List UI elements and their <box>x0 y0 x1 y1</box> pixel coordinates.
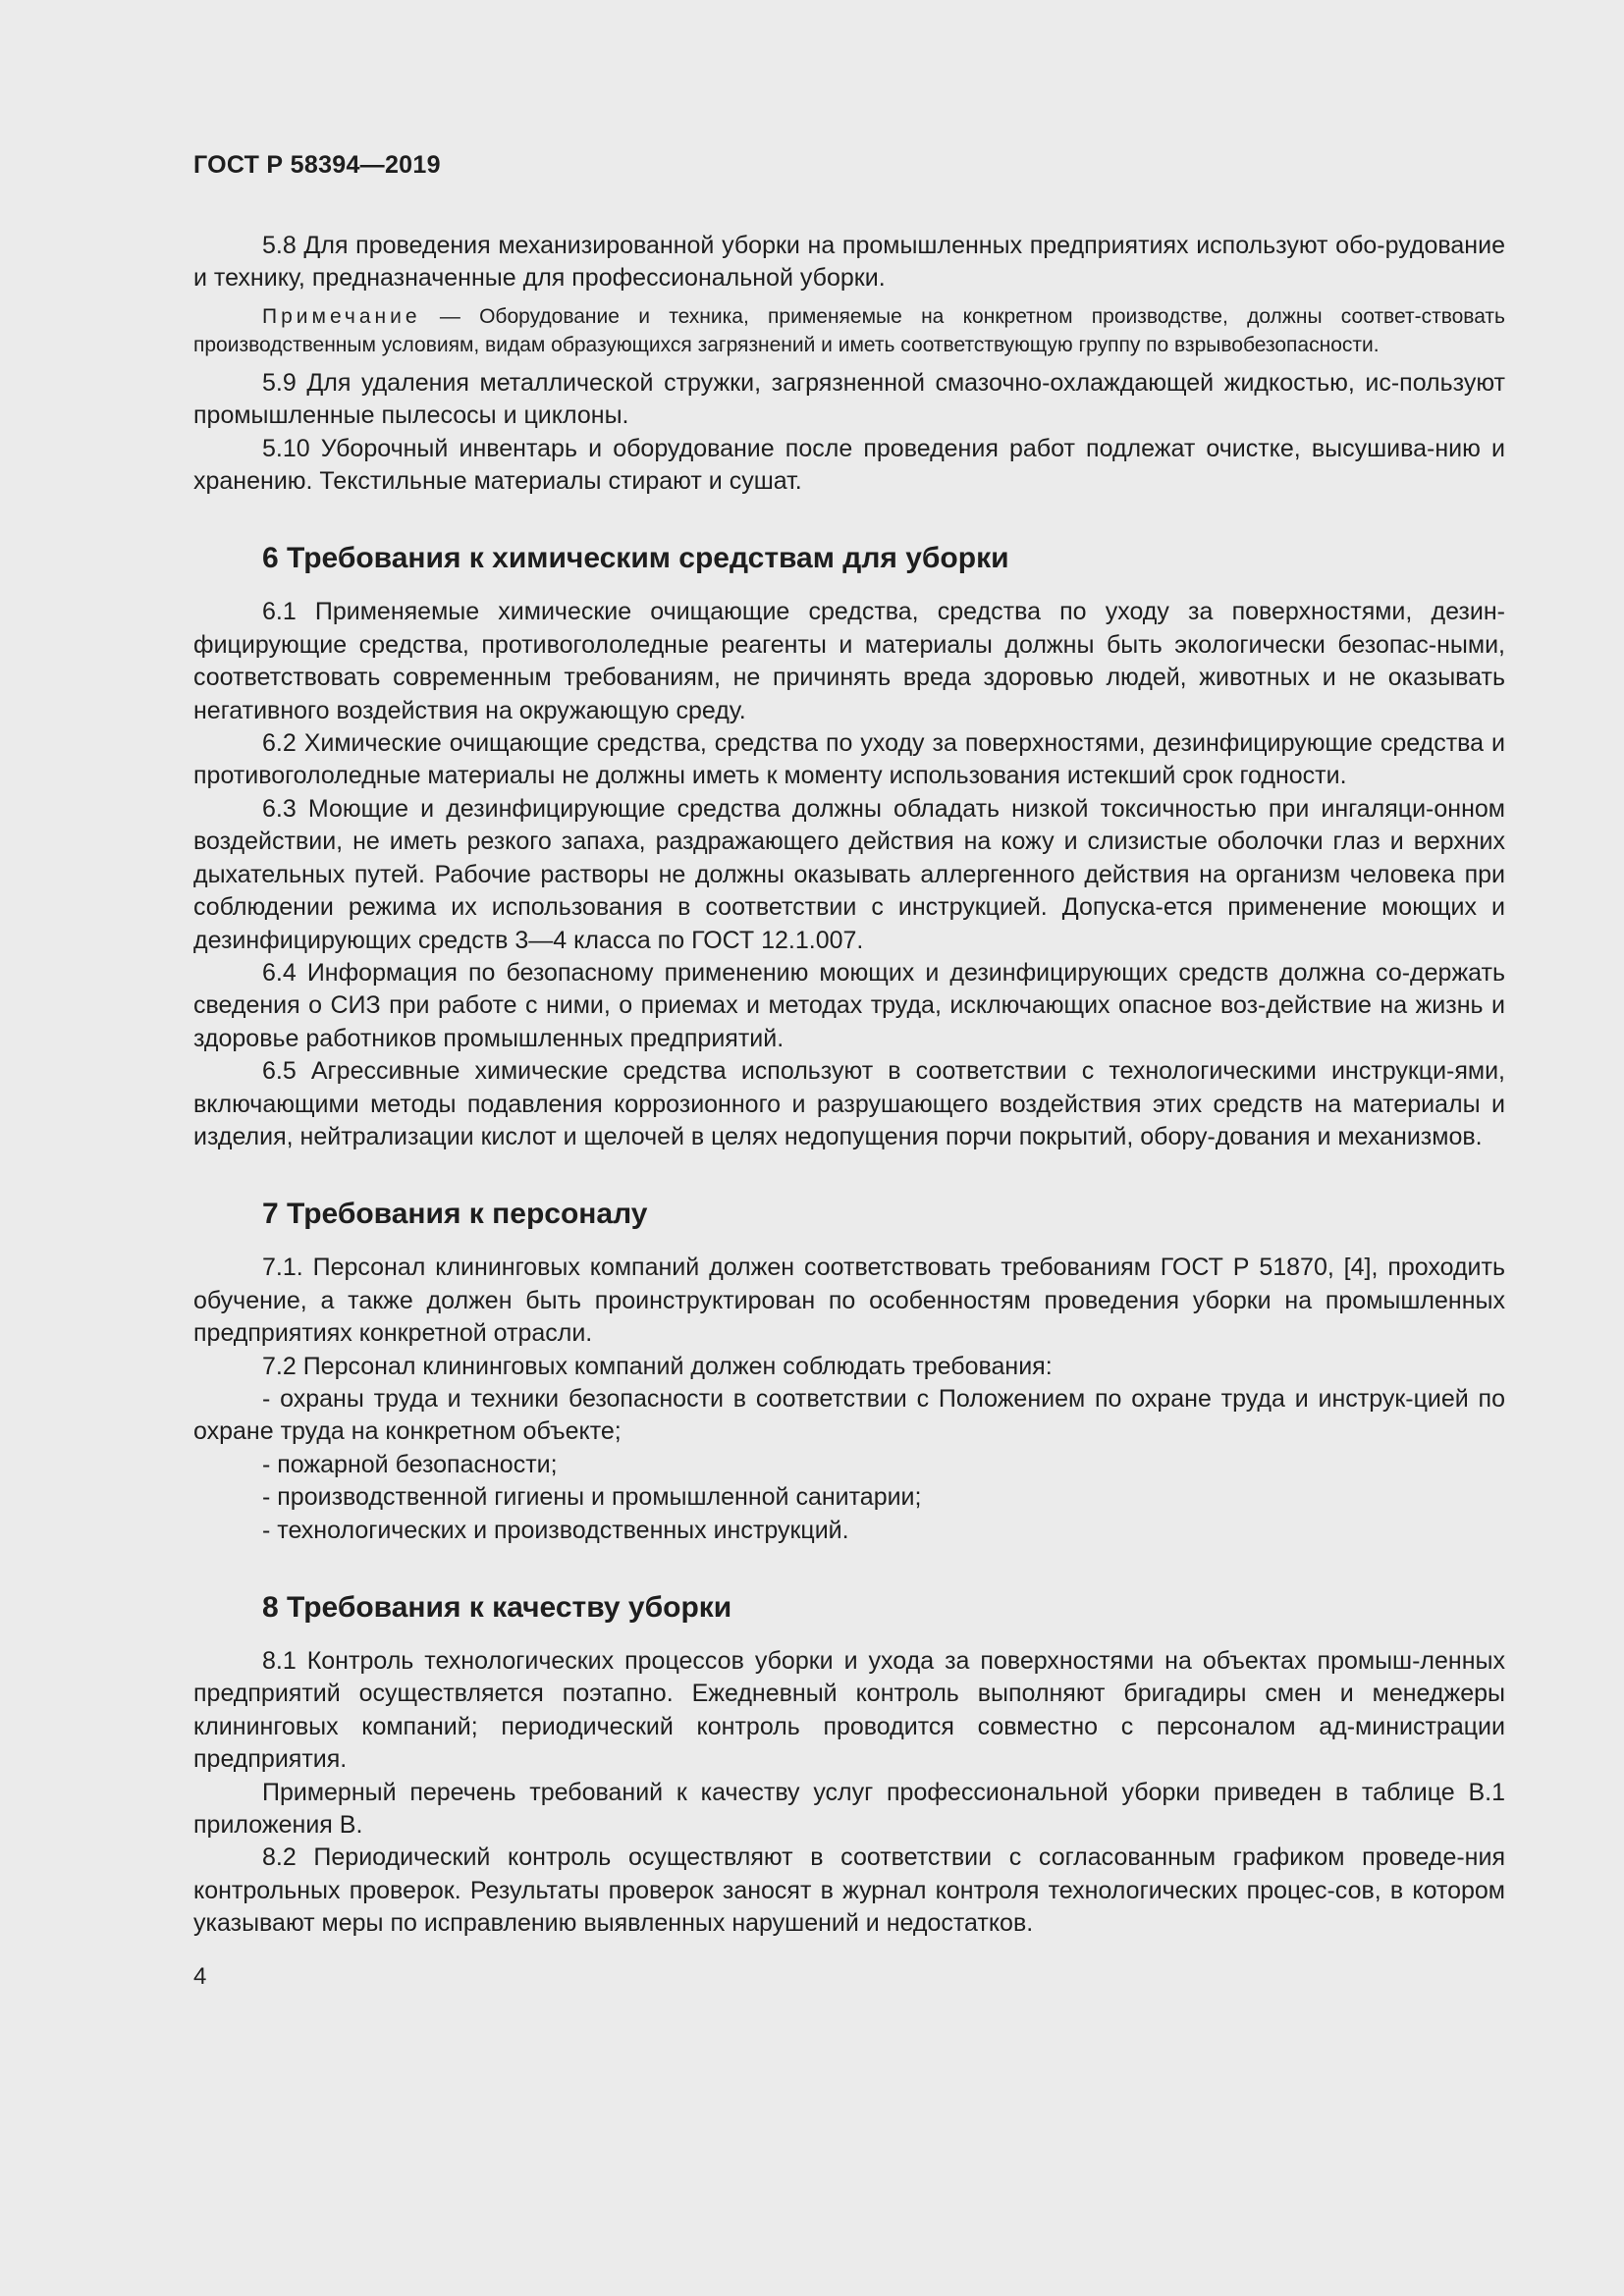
paragraph-table-reference: Примерный перечень требований к качеству услуг профессиональной уборки приведен в таблице В.1 приложения В. <box>193 1778 1505 1840</box>
note-text: — Оборудование и техника, применяемые на конкретном производстве, должны соответ-ствовать производственным условиям, видам образующихся загрязнений и иметь соответствующую группу по взрывобезопасности. <box>193 304 1505 356</box>
document-header: ГОСТ Р 58394—2019 <box>193 151 441 179</box>
list-item: - производственной гигиены и промышленной санитарии; <box>262 1483 922 1512</box>
note-label: Примечание <box>262 304 421 328</box>
page-number: 4 <box>193 1962 207 1990</box>
list-item: - пожарной безопасности; <box>262 1450 558 1478</box>
section-6-title: 6 Требования к химическим средствам для уборки <box>262 542 1009 575</box>
section-7-title: 7 Требования к персоналу <box>262 1198 648 1231</box>
paragraph-6-1: 6.1 Применяемые химические очищающие средства, средства по уходу за поверхностями, дезин-фицирующие средства, противогололедные реагенты и материалы должны быть экологически безопас-ными, соответствовать современным требованиям, не причинять вреда здоровью людей, животных и не оказывать негативного воздействия на окружающую среду. <box>193 598 1505 724</box>
paragraph-5-9: 5.9 Для удаления металлической стружки, загрязненной смазочно-охлаждающей жидкостью, ис-пользуют промышленные пылесосы и циклоны. <box>193 368 1505 430</box>
document-page <box>193 147 1505 1993</box>
paragraph-6-5: 6.5 Агрессивные химические средства используют в соответствии с технологическими инструкци-ями, включающими методы подавления коррозионного и разрушающего воздействия этих средств на материалы и изделия, нейтрализации кислот и щелочей в целях недопущения порчи покрытий, обору-дования и механизмов. <box>193 1057 1505 1150</box>
list-item: - охраны труда и техники безопасности в соответствии с Положением по охране труда и инструк-цией по охране труда на конкретном объекте; <box>193 1384 1505 1446</box>
paragraph-5-8: 5.8 Для проведения механизированной уборки на промышленных предприятиях используют обо-рудование и технику, предназначенные для профессиональной уборки. <box>193 232 1505 293</box>
paragraph-8-2: 8.2 Периодический контроль осуществляют в соответствии с согласованным графиком проведе-ния контрольных проверок. Результаты проверок заносят в журнал контроля технологических процес-сов, в котором указывают меры по исправлению выявленных нарушений и недостатков. <box>193 1843 1505 1938</box>
paragraph-7-1: 7.1. Персонал клининговых компаний должен соответствовать требованиям ГОСТ Р 51870, [4], проходить обучение, а также должен быть проинструктирован по особенностям проведения уборки на промышленных предприятиях конкретной отрасли. <box>193 1254 1505 1348</box>
paragraph-8-1: 8.1 Контроль технологических процессов уборки и ухода за поверхностями на объектах промыш-ленных предприятий осуществляется поэтапно. Ежедневный контроль выполняют бригадиры смен и менеджеры клининговых компаний; периодический контроль проводится совместно с персоналом ад-министрации предприятия. <box>193 1647 1505 1774</box>
paragraph-6-3: 6.3 Моющие и дезинфицирующие средства должны обладать низкой токсичностью при ингаляци-онном воздействии, не иметь резкого запаха, раздражающего действия на кожу и слизистые оболочки глаз и верхних дыхательных путей. Рабочие растворы не должны оказывать аллергенного действия на организм человека при соблюдении режима их использования в соответствии с инструкцией. Допуска-ется применение моющих и дезинфицирующих средств 3—4 класса по ГОСТ 12.1.007. <box>193 794 1505 954</box>
paragraph-6-2: 6.2 Химические очищающие средства, средства по уходу за поверхностями, дезинфицирующие средства и противогололедные материалы не должны иметь к моменту использования истекший срок годности. <box>193 729 1505 790</box>
paragraph-6-4: 6.4 Информация по безопасному применению моющих и дезинфицирующих средств должна со-держать сведения о СИЗ при работе с ними, о приемах и методах труда, исключающих опасное воз-действие на жизнь и здоровье работников промышленных предприятий. <box>193 958 1505 1052</box>
paragraph-7-2: 7.2 Персонал клининговых компаний должен соблюдать требования: <box>262 1352 1053 1380</box>
paragraph-5-10: 5.10 Уборочный инвентарь и оборудование после проведения работ подлежат очистке, высушива-нию и хранению. Текстильные материалы стирают и сушат. <box>193 434 1505 496</box>
section-8-title: 8 Требования к качеству уборки <box>262 1591 732 1624</box>
note <box>193 302 1505 359</box>
list-item: - технологических и производственных инструкций. <box>262 1516 849 1544</box>
